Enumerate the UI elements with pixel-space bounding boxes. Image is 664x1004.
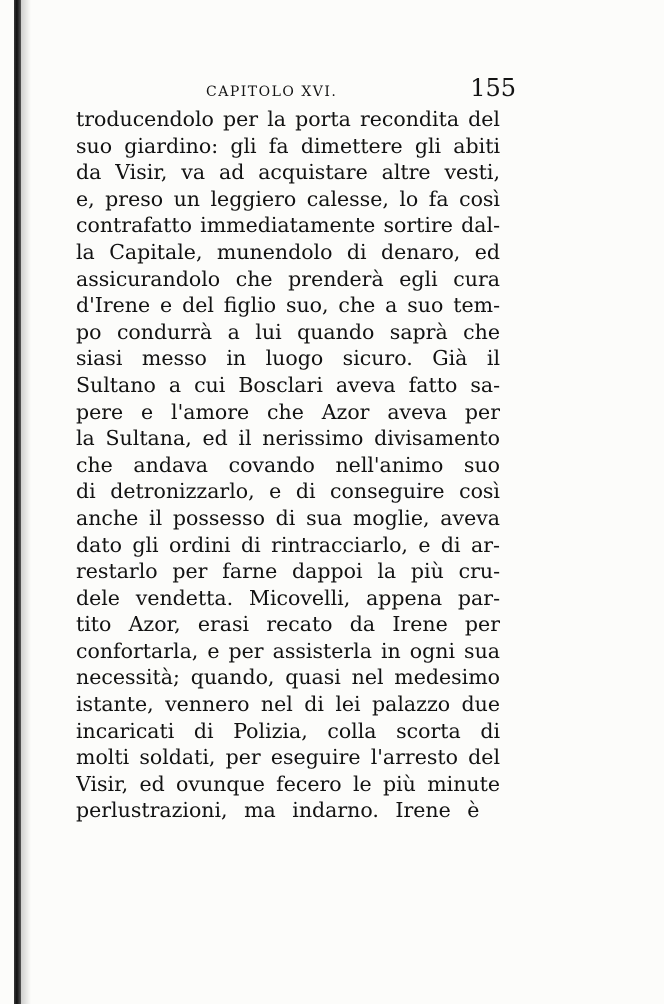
- text-line: dele vendetta. Micovelli, appena par-: [76, 585, 500, 610]
- text-line: da Visir, va ad acquistare altre vesti,: [76, 160, 500, 185]
- text-line: molti soldati, per eseguire l'arresto del: [76, 745, 500, 770]
- chapter-title: CAPITOLO XVI.: [206, 84, 338, 100]
- text-line: anche il possesso di sua moglie, aveva: [76, 505, 500, 530]
- text-line: dato gli ordini di rintracciarlo, e di ar-: [76, 532, 500, 557]
- text-line: suo giardino: gli fa dimettere gli abiti: [76, 133, 500, 158]
- text-line: la Sultana, ed il nerissimo divisamento: [76, 426, 500, 451]
- text-line: assicurandolo che prenderà egli cura: [76, 266, 500, 291]
- text-line: perlustrazioni, ma indarno. Irene è: [76, 798, 480, 823]
- text-line: confortarla, e per assisterla in ogni sua: [76, 638, 500, 663]
- body-text: [76, 106, 500, 824]
- text-line: e, preso un leggiero calesse, lo fa così: [76, 186, 500, 211]
- text-line: Sultano a cui Bosclari aveva fatto sa-: [76, 372, 500, 397]
- text-line: contrafatto immediatamente sortire dal-: [76, 213, 500, 238]
- text-line: siasi messo in luogo sicuro. Già il: [76, 346, 500, 371]
- text-line: istante, vennero nel di lei palazzo due: [76, 692, 500, 717]
- running-head: [76, 74, 516, 104]
- text-line: pere e l'amore che Azor aveva per: [76, 399, 500, 424]
- text-line: restarlo per farne dappoi la più cru-: [76, 559, 500, 584]
- text-line: d'Irene e del figlio suo, che a suo tem-: [76, 293, 500, 318]
- binding-shadow: [21, 0, 31, 1004]
- text-line: la Capitale, munendolo di denaro, ed: [76, 239, 500, 264]
- text-line: po condurrà a lui quando saprà che: [76, 319, 500, 344]
- text-line: necessità; quando, quasi nel medesimo: [76, 665, 500, 690]
- text-line: tito Azor, erasi recato da Irene per: [76, 612, 500, 637]
- text-line: di detronizzarlo, e di conseguire così: [76, 479, 500, 504]
- page-number: 155: [470, 74, 516, 102]
- binding-edge: [14, 0, 21, 1004]
- text-line: Visir, ed ovunque fecero le più minute: [76, 771, 500, 796]
- text-line: incaricati di Polizia, colla scorta di: [76, 718, 500, 743]
- text-line: troducendolo per la porta recondita del: [76, 107, 500, 131]
- text-line: che andava covando nell'animo suo: [76, 452, 500, 477]
